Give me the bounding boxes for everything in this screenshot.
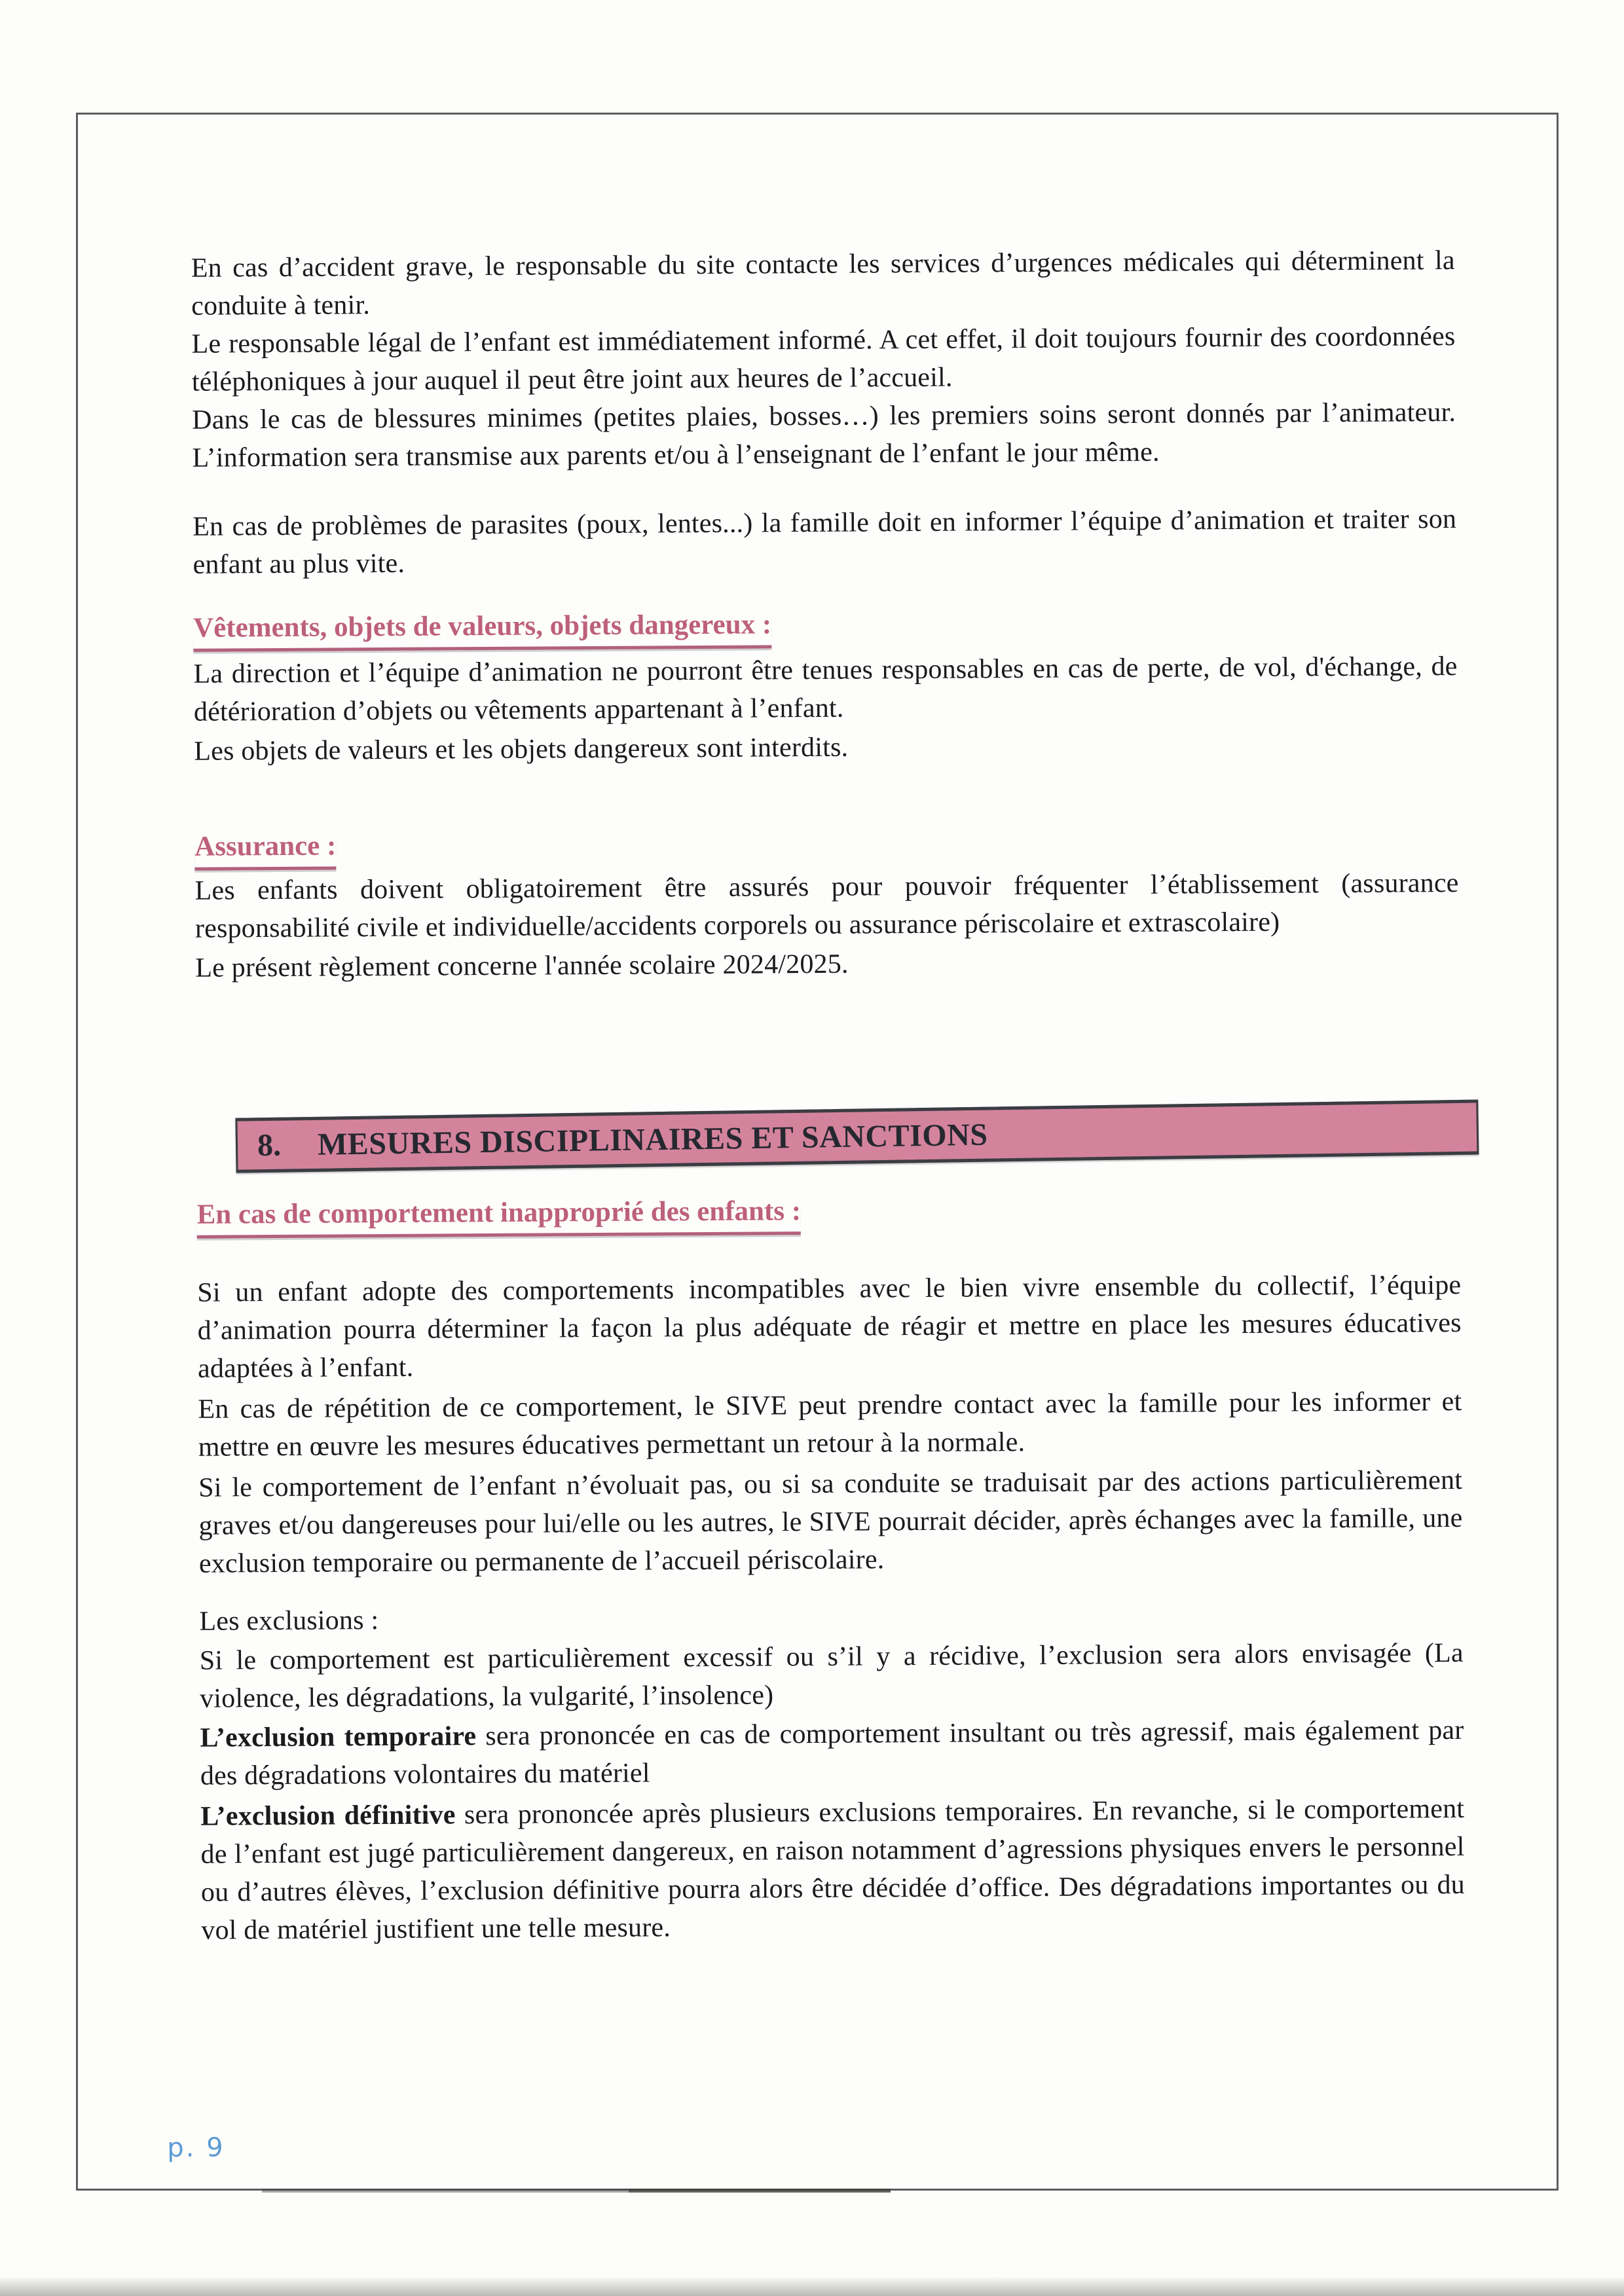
- paragraph-responsable-legal: Le responsable légal de l’enfant est immédiatement informé. A cet effet, il doit toujours fournir des coordonnées téléphoniques à jour auquel il peut être joint aux heures de l’accueil.: [191, 321, 1456, 397]
- paragraph-parasites: [193, 500, 1457, 584]
- heading-comportement-inapproprie: [196, 1194, 801, 1239]
- paragraph-enfant-adopte: [197, 1266, 1462, 1388]
- section-8-number: 8.: [257, 1127, 282, 1163]
- paragraph-repetition-sive: [198, 1383, 1462, 1467]
- heading-vetements-objets-text: Vêtements, objets de valeurs, objets dangereux :: [193, 608, 771, 651]
- paragraph-comportement-evolue-pas-text: Si le comportement de l’enfant n’évoluait pas, ou si sa conduite se traduisait par des actions particulièrement graves et/ou dangereuses pour lui/elle ou les autres, le SIVE pourrait décider, après échanges avec la famille, une exclusion temporaire ou permanente de l’accueil périscolaire.: [198, 1465, 1463, 1579]
- section-8-banner: [235, 1100, 1479, 1173]
- paragraph-exclusion-temporaire-text: [200, 1711, 1464, 1795]
- label-les-exclusions: [199, 1595, 1463, 1641]
- paragraph-parasites-text: En cas de problèmes de parasites (poux, lentes...) la famille doit en informer l’équipe d’animation et traiter son enfant au plus vite.: [193, 503, 1457, 580]
- page-number: p. 9: [167, 2132, 225, 2164]
- section-8-title: MESURES DISCIPLINAIRES ET SANCTIONS: [317, 1117, 988, 1162]
- paragraph-exclusion-definitive: [200, 1790, 1465, 1950]
- paragraph-reglement-annee-text: Le présent règlement concerne l'année scolaire 2024/2025.: [195, 949, 849, 983]
- exclusion-definitive-lead: L’exclusion définitive: [200, 1800, 456, 1832]
- exclusion-temporaire-lead: L’exclusion temporaire: [200, 1721, 477, 1753]
- paragraph-enfant-adopte-text: Si un enfant adopte des comportements incompatibles avec le bien vivre ensemble du collectif, l’équipe d’animation pourra déterminer la façon la plus adéquate de réagir et mettre en place les mesures éducatives adaptées à l’enfant.: [197, 1269, 1462, 1384]
- paragraph-assurance-obligatoire: [194, 864, 1459, 948]
- paragraph-comportement-evolue-pas: [198, 1461, 1463, 1583]
- paragraph-objets-interdits: [194, 725, 1458, 771]
- paragraph-accident-grave: En cas d’accident grave, le responsable du site contacte les services d’urgences médicales qui déterminent la conduite à tenir.: [191, 245, 1455, 321]
- exclusion-definitive-rest: sera prononcée après plusieurs exclusions temporaires. En revanche, si le comportement de l’enfant est jugé particulièrement dangereux, en raison notamment d’agressions physiques envers le personnel ou d’autres élèves, l’exclusion définitive pourra alors être décidée d’office. Des dégradations importantes ou du vol de matériel justifient une telle mesure.: [200, 1793, 1466, 1946]
- paragraph-assurance-obligatoire-text: Les enfants doivent obligatoirement être assurés pour pouvoir fréquenter l’établissement (assurance responsabilité civile et individuelle/accidents corporels ou assurance périscolaire et extrascolaire): [194, 867, 1459, 944]
- exclusion-temporaire-rest: sera prononcée en cas de comportement insultant ou très agressif, mais également par des dégradations volontaires du matériel: [200, 1715, 1464, 1791]
- paragraph-reglement-annee: [195, 941, 1459, 987]
- paragraph-direction-responsable-text: La direction et l’équipe d’animation ne pourront être tenues responsables en cas de perte, de vol, d'échange, de détérioration d’objets ou vêtements appartenant à l’enfant.: [193, 651, 1458, 727]
- paragraph-direction-responsable: [193, 647, 1458, 731]
- scan-bottom-shadow: [0, 2276, 1624, 2296]
- paragraph-repetition-sive-text: En cas de répétition de ce comportement, le SIVE peut prendre contact avec la famille pour les informer et mettre en œuvre les mesures éducatives permettant un retour à la normale.: [198, 1386, 1462, 1463]
- heading-comportement-inapproprie-text: En cas de comportement inapproprié des enfants :: [196, 1194, 801, 1239]
- heading-assurance: [194, 829, 337, 870]
- paragraph-exclusion-envisagee-text: Si le comportement est particulièrement excessif ou s’il y a récidive, l’exclusion sera alors envisagée (La violence, les dégradations, la vulgarité, l’insolence): [199, 1637, 1464, 1714]
- paragraph-objets-interdits-text: Les objets de valeurs et les objets dangereux sont interdits.: [194, 732, 849, 767]
- paragraph-blessures-minimes: Dans le cas de blessures minimes (petites plaies, bosses…) les premiers soins seront donnés par l’animateur. L’information sera transmise aux parents et/ou à l’enseignant de l’enfant le jour même.: [192, 397, 1456, 473]
- label-les-exclusions-text: Les exclusions :: [199, 1605, 379, 1637]
- paragraph-exclusion-definitive-text: [200, 1790, 1465, 1950]
- heading-vetements-objets: [193, 608, 771, 651]
- paragraph-accident-block: [191, 242, 1456, 477]
- paragraph-exclusion-temporaire: [200, 1711, 1464, 1795]
- heading-assurance-text: Assurance :: [194, 829, 337, 870]
- paragraph-exclusion-envisagee: [200, 1634, 1464, 1718]
